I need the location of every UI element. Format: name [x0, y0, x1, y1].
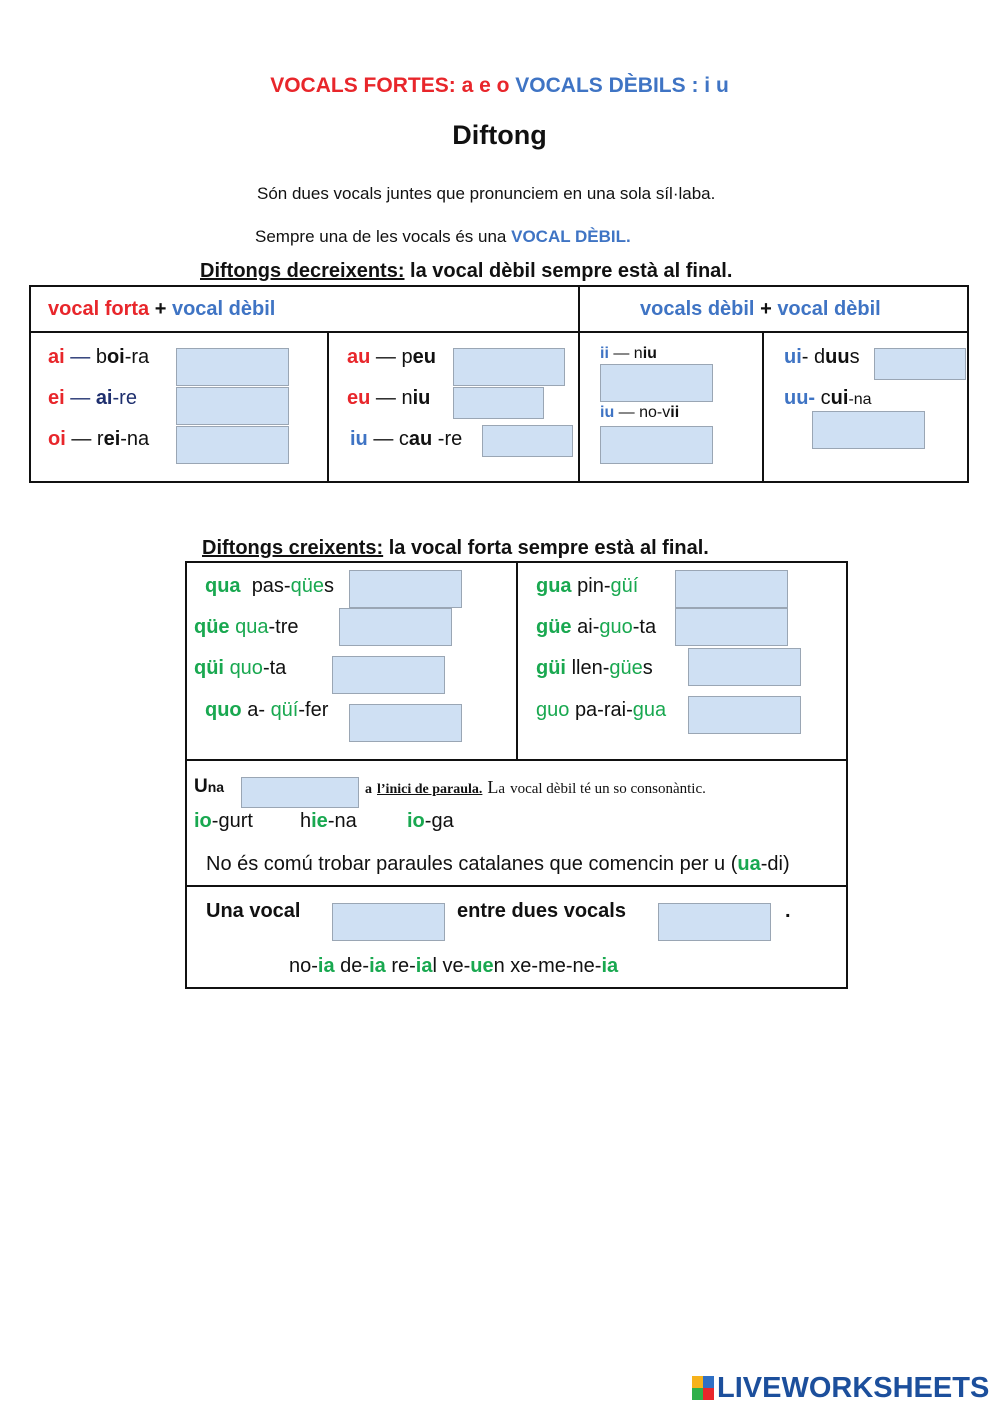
- answer-input-eu[interactable]: [454, 388, 543, 418]
- row-eu: eu — niu: [347, 387, 431, 409]
- answer-box-qua[interactable]: [349, 570, 462, 608]
- answer-box-entre-1[interactable]: [332, 903, 445, 941]
- decreixents-heading-rest: la vocal dèbil sempre està al final.: [404, 260, 733, 282]
- answer-box-gua[interactable]: [675, 570, 788, 608]
- answer-input-gue[interactable]: [676, 609, 787, 645]
- answer-box-ii[interactable]: [600, 364, 713, 402]
- row-gue: güe ai-guo-ta: [536, 616, 657, 638]
- answer-box-gui[interactable]: [688, 648, 801, 686]
- decreixents-heading-underlined: Diftongs decreixents:: [200, 260, 405, 282]
- page-title: Diftong: [452, 120, 547, 150]
- row-iu: iu — cau -re: [350, 428, 463, 450]
- example-iogurt: io-gurt: [194, 810, 253, 832]
- answer-input-que[interactable]: [340, 609, 451, 645]
- liveworksheets-logo[interactable]: [692, 1373, 989, 1403]
- vowels-header: [0, 74, 999, 98]
- col2-header: vocals dèbil + vocal dèbil: [640, 298, 881, 320]
- answer-box-una[interactable]: [241, 777, 359, 808]
- answer-input-au[interactable]: [454, 349, 564, 385]
- una-label: Una: [194, 776, 225, 797]
- row-que: qüe qua-tre: [194, 616, 299, 638]
- answer-input-quo[interactable]: [350, 705, 461, 741]
- brand-name: LIVEWORKSHEETS: [717, 1371, 990, 1404]
- row-guo: guo pa-rai-gua: [536, 699, 667, 721]
- answer-input-guo[interactable]: [689, 697, 800, 733]
- col1-header: vocal forta + vocal dèbil: [48, 298, 276, 320]
- answer-input-entre-2[interactable]: [659, 904, 770, 940]
- debils-vowels: i u: [704, 74, 729, 97]
- answer-box-gue[interactable]: [675, 608, 788, 646]
- answer-box-quo[interactable]: [349, 704, 462, 742]
- answer-input-ai[interactable]: [177, 349, 288, 385]
- debils-label: VOCALS DÈBILS :: [515, 74, 699, 97]
- row-ai: ai — boi-ra: [48, 346, 150, 368]
- answer-box-au[interactable]: [453, 348, 565, 386]
- fortes-label: VOCALS FORTES:: [270, 74, 456, 97]
- row-quo: quo a- qüí-fer: [205, 699, 329, 721]
- row-gui: güi llen-gües: [536, 657, 653, 679]
- answer-box-iu-2[interactable]: [600, 426, 713, 464]
- example-hiena: hie-na: [300, 810, 357, 832]
- row-au: au — peu: [347, 346, 436, 368]
- answer-box-iu[interactable]: [482, 425, 573, 457]
- answer-input-gui[interactable]: [689, 649, 800, 685]
- creixents-heading: [202, 537, 709, 560]
- answer-input-una[interactable]: [242, 778, 358, 807]
- creixents-heading-underlined: Diftongs creixents:: [202, 537, 384, 559]
- answer-input-entre-1[interactable]: [333, 904, 444, 940]
- row-iu-2: iu — no-vii: [600, 404, 680, 421]
- example-ioga: io-ga: [407, 810, 454, 832]
- linici-text: a l’inici de paraula. La vocal dèbil té un so consonàntic.: [365, 777, 706, 797]
- intro-line-2-emph: VOCAL DÈBIL.: [511, 227, 631, 246]
- no-comu-text: No és comú trobar paraules catalanes que comencin per u (ua-di): [206, 853, 790, 875]
- answer-input-qua[interactable]: [350, 571, 461, 607]
- answer-box-eu[interactable]: [453, 387, 544, 419]
- answer-box-oi[interactable]: [176, 426, 289, 464]
- answer-box-uu[interactable]: [812, 411, 925, 449]
- answer-box-entre-2[interactable]: [658, 903, 771, 941]
- entre-dues-text: entre dues vocals: [457, 900, 626, 922]
- entre-examples: no-ia de-ia re-ial ve-uen xe-me-ne-ia: [289, 955, 619, 977]
- answer-input-iu-2[interactable]: [601, 427, 712, 463]
- answer-box-ei[interactable]: [176, 387, 289, 425]
- answer-input-oi[interactable]: [177, 427, 288, 463]
- answer-box-ui[interactable]: [874, 348, 966, 380]
- intro-line-2-prefix: Sempre una de les vocals és una: [255, 227, 507, 246]
- answer-input-uu[interactable]: [813, 412, 924, 448]
- answer-box-qui[interactable]: [332, 656, 445, 694]
- answer-input-ui[interactable]: [875, 349, 965, 379]
- fortes-vowels: a e o: [461, 74, 510, 97]
- intro-line-1: Són dues vocals juntes que pronunciem en una sola síl·laba.: [257, 184, 716, 203]
- answer-box-que[interactable]: [339, 608, 452, 646]
- row-ui: ui- duus: [784, 346, 860, 368]
- answer-input-gua[interactable]: [676, 571, 787, 607]
- row-ii: ii — niu: [600, 345, 657, 362]
- entre-dot: .: [785, 900, 791, 922]
- answer-box-ai[interactable]: [176, 348, 289, 386]
- decreixents-heading: [200, 260, 732, 283]
- answer-input-ii[interactable]: [601, 365, 712, 401]
- row-gua: gua pin-güí: [536, 575, 639, 597]
- una-vocal-text: Una vocal: [206, 900, 301, 922]
- intro-line-2: [255, 227, 631, 247]
- row-uu: uu- cui-na: [784, 387, 872, 409]
- answer-box-guo[interactable]: [688, 696, 801, 734]
- row-ei: ei — ai-re: [48, 387, 137, 409]
- creixents-heading-rest: la vocal forta sempre està al final.: [383, 537, 709, 559]
- row-qui: qüi quo-ta: [194, 657, 287, 679]
- row-oi: oi — rei-na: [48, 428, 150, 450]
- answer-input-iu[interactable]: [483, 426, 572, 456]
- logo-blocks-icon: [692, 1376, 714, 1400]
- answer-input-ei[interactable]: [177, 388, 288, 424]
- row-qua: qua pas-qües: [205, 575, 334, 597]
- answer-input-qui[interactable]: [333, 657, 444, 693]
